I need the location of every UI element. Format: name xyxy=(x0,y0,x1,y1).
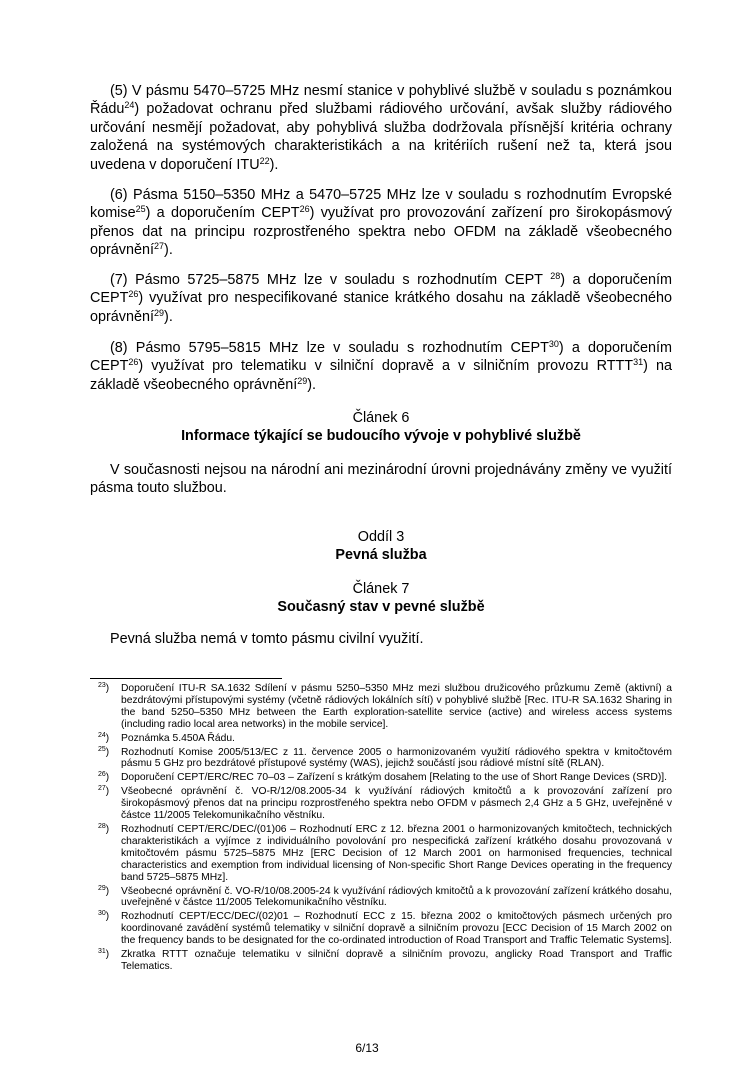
footnote-text: Zkratka RTTT označuje telematiku v silniční dopravě a silničním provozu, anglicky Road Transport and Traffic Telematics. xyxy=(121,949,672,972)
footnote-text: Doporučení ITU-R SA.1632 Sdílení v pásmu 5250–5350 MHz mezi službou družicového průzkumu Země (aktivní) a bezdrátovými přístupovými systémy (včetně rádiových lokálních sítí) v pohyblivé službě [Rec. ITU-R SA.1632 Sharing in the band 5250–5350 MHz between the Earth exploration-satellite service (active) and wireless access systems (including radio local area networks) in the mobile service]. xyxy=(121,683,672,730)
paragraph-5 xyxy=(90,82,672,174)
paragraph-segment: (5) V pásmu 5470–5725 MHz nesmí stanice v pohyblivé službě v souladu s poznámkou Řádu xyxy=(90,83,672,118)
paragraph-segment: ) a doporučením CEPT xyxy=(145,205,300,222)
footnote-marker: $^{25}$) xyxy=(98,745,110,758)
footnote-reference: 28 xyxy=(550,271,561,281)
paragraph-8 xyxy=(90,339,672,394)
footnote-reference: 30 xyxy=(548,339,559,349)
footnote-28 xyxy=(90,824,672,884)
article-7-text: Pevná služba nemá v tomto pásmu civilní využití. xyxy=(110,631,424,647)
footnote-marker: $^{27}$) xyxy=(98,785,110,798)
paragraph-7-text xyxy=(90,271,672,326)
paragraph-segment: ). xyxy=(164,308,173,325)
paragraph-5-text xyxy=(90,82,672,174)
article-7-body xyxy=(90,630,672,648)
page-number: 6/13 xyxy=(355,1041,379,1055)
section-3-title: Pevná služba xyxy=(335,547,427,564)
footnote-marker: $^{30}$) xyxy=(98,910,110,923)
article-7-title: Současný stav v pevné službě xyxy=(277,599,485,616)
footnote-marker: $^{23}$) xyxy=(98,682,110,694)
paragraph-segment: ) využívat pro provozování zařízení pro širokopásmový přenos dat na principu rozprostřeného spektra nebo OFDM na základě všeobecného oprávnění xyxy=(90,205,672,259)
article-7-label: Článek 7 xyxy=(352,581,410,597)
paragraph-7 xyxy=(90,271,672,326)
footnote-29 xyxy=(90,886,672,910)
article-6-label: Článek 6 xyxy=(352,410,410,426)
footnote-separator xyxy=(90,678,282,679)
paragraph-segment: (8) Pásmo 5795–5815 MHz lze v souladu s rozhodnutím CEPT xyxy=(110,340,549,356)
paragraph-segment: ) a doporučením CEPT xyxy=(90,272,672,307)
article-7-heading xyxy=(90,580,672,617)
paragraph-segment: ) na základě všeobecného oprávnění xyxy=(90,358,672,393)
footnote-reference: 26 xyxy=(128,289,139,300)
article-6-title: Informace týkající se budoucího vývoje v pohyblivé službě xyxy=(181,428,581,445)
footnote-reference: 27 xyxy=(154,241,165,252)
footnote-23 xyxy=(90,683,672,731)
footnote-text: Rozhodnutí CEPT/ECC/DEC/(02)01 – Rozhodnutí ECC z 15. března 2002 o kmitočtových pásmech určených pro koordinované zavádění systémů telematiky v silniční dopravě a silničním provozu [ECC Decision of 15 March 2002 on the frequency bands to be designated for the co-ordinated introduction of Road Transport and Traffic Telematic Systems]. xyxy=(121,911,672,947)
paragraph-segment: (7) Pásmo 5725–5875 MHz lze v souladu s rozhodnutím CEPT xyxy=(110,272,551,288)
footnote-27 xyxy=(90,786,672,822)
section-3-heading xyxy=(90,528,672,565)
footnote-text: Všeobecné oprávnění č. VO-R/10/08.2005-24 k využívání rádiových kmitočtů a k provozování zařízení krátkého dosahu, uveřejněné v částce 11/2005 Telekomunikačního věstníku. xyxy=(121,885,672,909)
footnote-reference: 26 xyxy=(299,204,310,215)
footnote-marker: $^{24}$) xyxy=(98,731,110,744)
footnote-marker: $^{28}$) xyxy=(98,822,110,835)
footnote-26 xyxy=(90,772,672,784)
paragraph-8-text xyxy=(90,339,672,394)
section-3-label: Oddíl 3 xyxy=(357,529,405,545)
footnote-30 xyxy=(90,911,672,947)
article-6-heading xyxy=(90,409,672,446)
paragraph-segment: ). xyxy=(269,156,279,173)
paragraph-6-text xyxy=(90,186,672,260)
footnote-reference: 26 xyxy=(128,357,139,368)
article-6-text: V současnosti nejsou na národní ani mezinárodní úrovni projednávány změny ve využití pásma touto službou. xyxy=(90,462,672,497)
footnote-marker: $^{29}$) xyxy=(98,884,110,897)
paragraph-segment: ) využívat pro nespecifikované stanice krátkého dosahu na základě všeobecného oprávnění xyxy=(90,290,672,325)
footnote-reference: 29 xyxy=(297,375,308,386)
paragraph-segment: ) a doporučením CEPT xyxy=(90,340,672,375)
footnote-marker: $^{31}$) xyxy=(98,948,110,961)
footnote-25 xyxy=(90,747,672,771)
paragraph-segment: ). xyxy=(164,242,173,259)
footnotes xyxy=(90,683,672,975)
footnote-reference: 31 xyxy=(633,357,644,368)
footnote-reference: 22 xyxy=(259,155,270,166)
paragraph-segment: ). xyxy=(307,376,317,393)
footnote-reference: 24 xyxy=(124,100,135,111)
paragraph-segment: ) požadovat ochranu před službami rádiového určování, avšak služby rádiového určování nesmějí požadovat, aby pohyblivá služba dodržovala přísnější kritéria ochrany založená na systémových charakteristikách a na kritériích rušení než ta, která jsou uvedena v doporučení ITU xyxy=(90,101,672,173)
paragraph-segment: ) využívat pro telematiku v silniční dopravě a v silničním provozu RTTT xyxy=(138,358,634,375)
footnote-text: Všeobecné oprávnění č. VO-R/12/08.2005-34 k využívání rádiových kmitočtů a k provozování zařízení pro širokopásmový přenos dat na principu rozprostřeného spektra nebo OFDM v pásmech 2,4 GHz a 5 GHz, uveřejněné v částce 11/2005 Telekomunikačního věstníku. xyxy=(121,786,672,822)
footnote-text: Doporučení CEPT/ERC/REC 70–03 – Zařízení s krátkým dosahem [Relating to the use of Short Range Devices (SRD)]. xyxy=(121,772,667,784)
footnote-text: Poznámka 5.450A Řádu. xyxy=(121,732,235,744)
footnote-reference: 25 xyxy=(135,204,146,215)
footnote-text: Rozhodnutí Komise 2005/513/EC z 11. července 2005 o harmonizovaném využití rádiového spektra v kmitočtovém pásmu 5 GHz pro bezdrátové přístupové systémy (WAS), jejichž součástí jsou rádiové místní sítě (RLAN). xyxy=(121,746,672,770)
paragraph-6 xyxy=(90,186,672,260)
paragraph-segment: (6) Pásma 5150–5350 MHz a 5470–5725 MHz lze v souladu s rozhodnutím Evropské komise xyxy=(90,187,672,222)
footnote-24 xyxy=(90,733,672,745)
footnote-reference: 29 xyxy=(154,307,165,318)
article-6-body xyxy=(90,461,672,498)
footnote-text: Rozhodnutí CEPT/ERC/DEC/(01)06 – Rozhodnutí ERC z 12. března 2001 o harmonizovaných kmitočtech, technických charakteristikách a vyjímce z individuálního povolování pro nespecifická zařízení krátkého dosahu provozovaná v kmitočtovém pásmu 5725–5875 MHz [ERC Decision of 12 March 2001 on harmonised frequencies, technical characteristics and exemption from individual licensing of Non-specific Short Range Devices operating in the frequency band 5725–5875 MHz]. xyxy=(121,823,672,883)
footnote-marker: $^{26}$) xyxy=(98,771,110,784)
footnote-31 xyxy=(90,949,672,973)
